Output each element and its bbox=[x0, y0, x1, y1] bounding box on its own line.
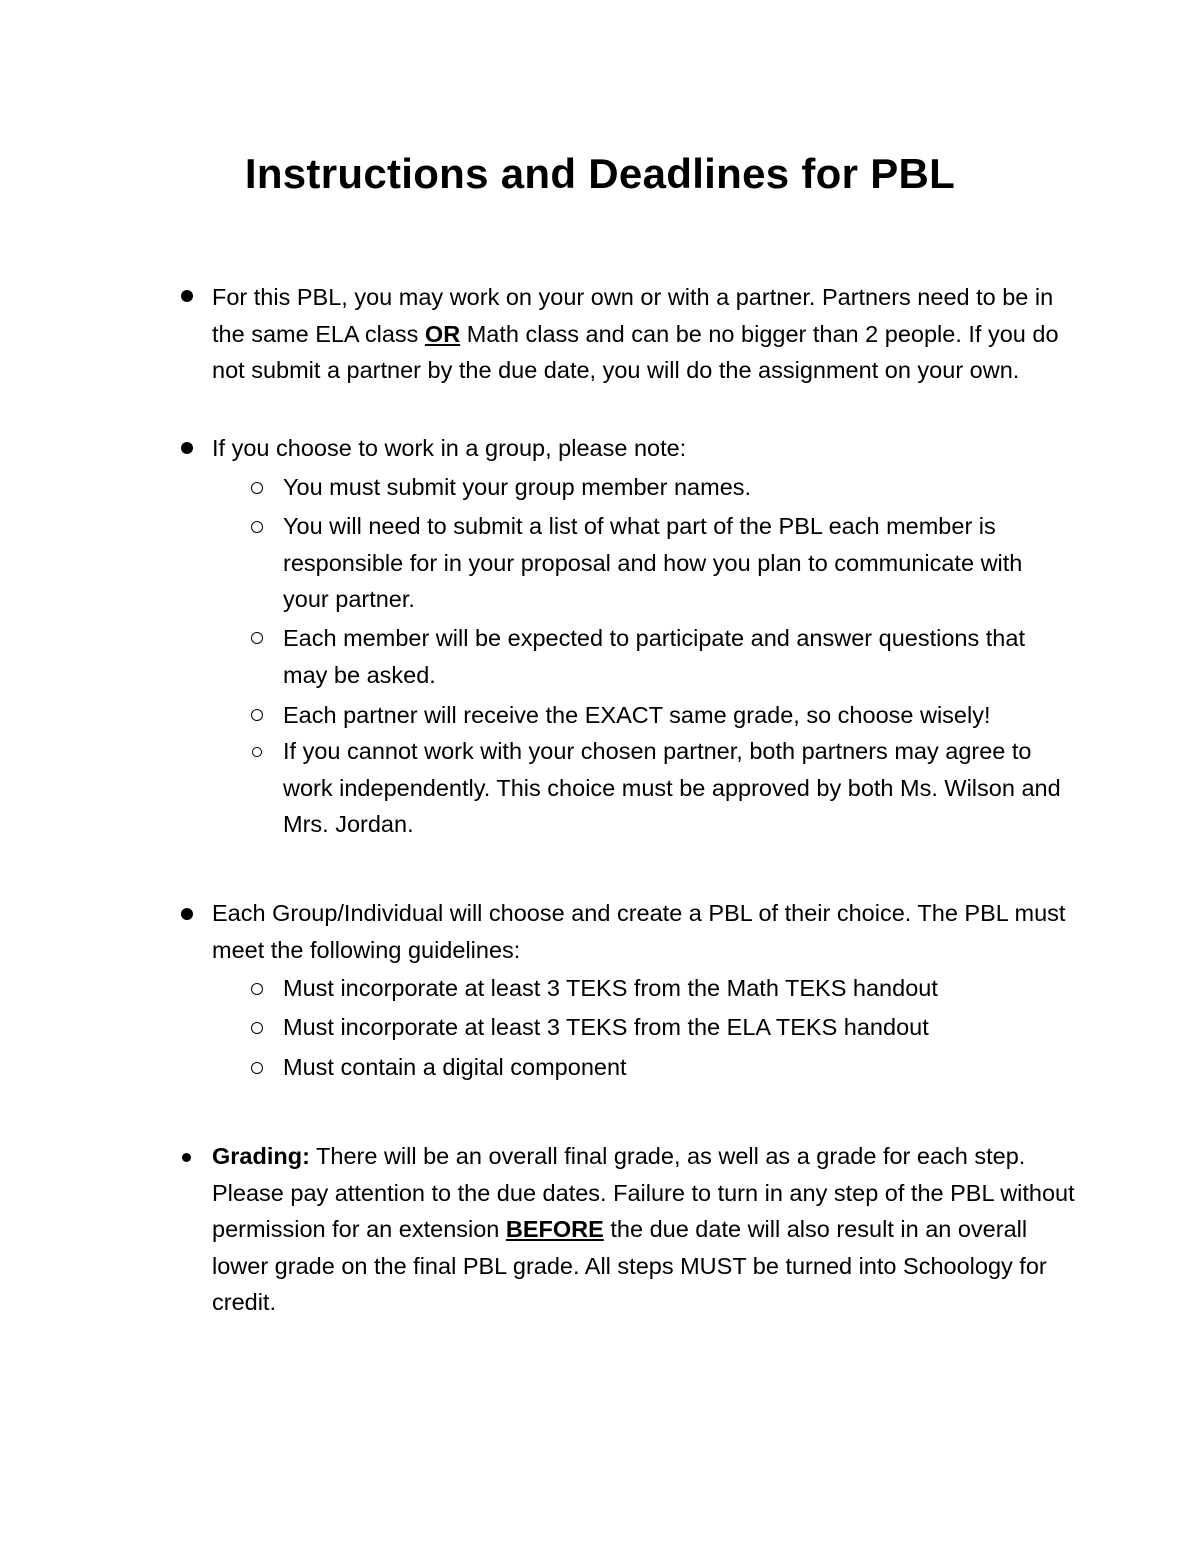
bullet-ring-icon bbox=[251, 482, 263, 494]
bullet-dot-icon bbox=[182, 1153, 191, 1162]
bullet-ring-icon bbox=[251, 1062, 263, 1074]
bullet-ring-icon bbox=[251, 983, 263, 995]
bullet-dot-icon bbox=[181, 908, 193, 920]
grading-emphasis: BEFORE bbox=[505, 1216, 604, 1242]
bullet-ring-icon bbox=[251, 521, 263, 533]
page-title: Instructions and Deadlines for PBL bbox=[244, 150, 956, 197]
guideline-item: Must contain a digital component bbox=[283, 1054, 627, 1080]
bullet-ring-icon bbox=[251, 632, 263, 644]
bullet-dot-icon bbox=[181, 290, 193, 302]
grading-text-b: the due date will also result in an overall lower grade on the final PBL grade. All steps MUST be turned into Schoology for credit. bbox=[212, 1216, 1047, 1315]
partners-text-b: Math class and can be no bigger than 2 people. If you do not submit a partner by the due date, you will do the assignment on your own. bbox=[212, 320, 1059, 383]
group-note: Each partner will receive the EXACT same grade, so choose wisely! bbox=[283, 702, 991, 728]
group-note: You must submit your group member names. bbox=[283, 474, 752, 500]
partners-text-a: For this PBL, you may work on your own or with a partner. Partners need to be in the same ELA class bbox=[212, 284, 1054, 347]
grading-paragraph bbox=[212, 1138, 1082, 1321]
partners-emphasis: OR bbox=[424, 320, 461, 347]
partners-paragraph bbox=[212, 279, 1082, 389]
bullet-ring-icon bbox=[251, 1022, 263, 1034]
group-note: Each member will be expected to participate and answer questions that may be asked. bbox=[283, 625, 1025, 688]
guideline-item: Must incorporate at least 3 TEKS from the ELA TEKS handout bbox=[283, 1014, 929, 1040]
bullet-ring-icon bbox=[252, 747, 262, 757]
bullet-dot-icon bbox=[181, 442, 193, 454]
bullet-ring-icon bbox=[251, 709, 263, 721]
group-intro: If you choose to work in a group, please note: bbox=[212, 435, 687, 461]
guideline-item: Must incorporate at least 3 TEKS from the Math TEKS handout bbox=[283, 975, 938, 1001]
guidelines-intro: Each Group/Individual will choose and create a PBL of their choice. The PBL must meet the following guidelines: bbox=[212, 900, 1066, 963]
grading-text-a: There will be an overall final grade, as well as a grade for each step. Please pay attention to the due dates. Failure to turn in any step of the PBL without permission for an extension bbox=[212, 1143, 1075, 1242]
grading-label: Grading: bbox=[212, 1143, 310, 1169]
group-note: If you cannot work with your chosen partner, both partners may agree to work independently. This choice must be approved by both Ms. Wilson and Mrs. Jordan. bbox=[283, 738, 1061, 837]
group-note: You will need to submit a list of what part of the PBL each member is responsible for in your proposal and how you plan to communicate with your partner. bbox=[283, 513, 1023, 612]
